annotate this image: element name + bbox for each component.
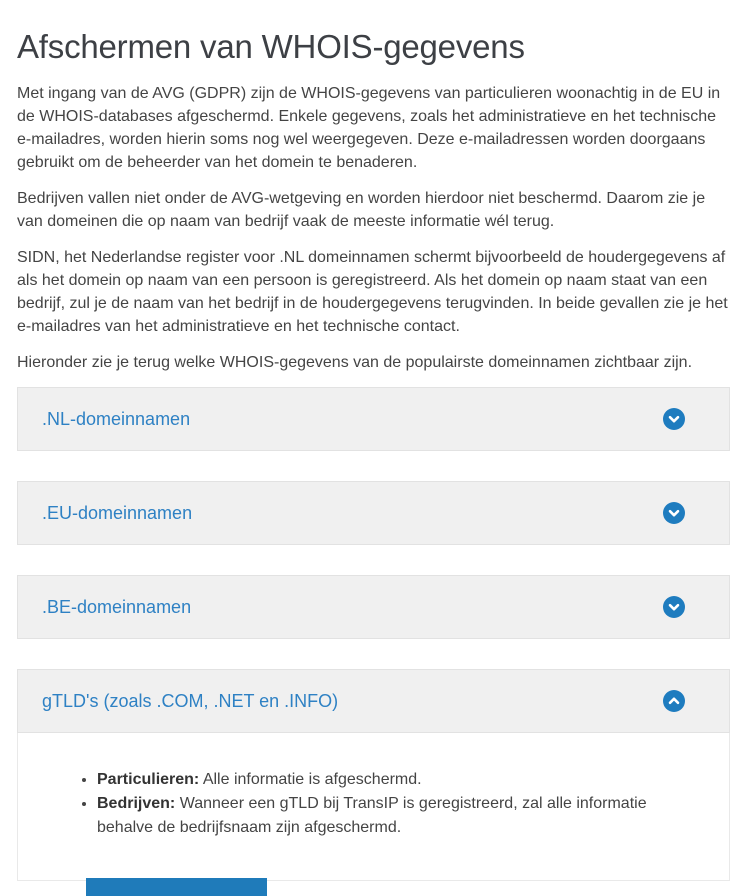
accordion-gtld-group bbox=[17, 669, 730, 881]
page-title: Afschermen van WHOIS-gegevens bbox=[17, 28, 525, 65]
accordion-label: .EU-domeinnamen bbox=[42, 502, 193, 523]
accordion-eu-domains[interactable] bbox=[17, 481, 730, 545]
accordion-gtld[interactable] bbox=[17, 669, 730, 733]
accordion-label: .BE-domeinnamen bbox=[42, 596, 192, 617]
accordion-stack bbox=[17, 387, 730, 881]
article-paragraph-4: Hieronder zie je terug welke WHOIS-gegevens van de populairste domeinnamen zichtbaar zijn. bbox=[17, 354, 693, 371]
list-item bbox=[97, 792, 689, 840]
accordion-panel-gtld bbox=[17, 733, 730, 881]
article-paragraph-2: Bedrijven vallen niet onder de AVG-wetgeving en worden hierdoor niet beschermd. Daarom zie je van domeinen die op naam van bedrijf vaak de meeste informatie wél terug. bbox=[17, 190, 706, 230]
article-paragraph-1: Met ingang van de AVG (GDPR) zijn de WHOIS-gegevens van particulieren woonachtig in de EU in de WHOIS-databases afgeschermd. Enkele gegevens, zoals het administratieve en het technische e-mailadres, worden hierin soms nog wel weergegeven. Deze e-mailadressen worden doorgaans gebruikt om de beheerder van het domein te benaderen. bbox=[17, 85, 721, 171]
chevron-down-circle-icon[interactable] bbox=[663, 596, 685, 618]
accordion-be-domains[interactable] bbox=[17, 575, 730, 639]
partial-blue-button[interactable] bbox=[86, 878, 267, 896]
article-paragraph-3: SIDN, het Nederlandse register voor .NL domeinnamen schermt bijvoorbeeld de houdergegevens af als het domein op naam van een persoon is geregistreerd. Als het domein op naam staat van een bedrijf, zul je de naam van het bedrijf in de houdergegevens terugvinden. In beide gevallen zie je het e-mailadres van het administratieve en het technische contact. bbox=[17, 249, 728, 335]
chevron-up-circle-icon[interactable] bbox=[663, 690, 685, 712]
list-item-term: Bedrijven: bbox=[97, 795, 176, 812]
list-item bbox=[97, 768, 689, 792]
bullet-list bbox=[18, 768, 689, 840]
accordion-nl-domains[interactable] bbox=[17, 387, 730, 451]
chevron-down-circle-icon[interactable] bbox=[663, 408, 685, 430]
accordion-label: gTLD's (zoals .COM, .NET en .INFO) bbox=[42, 690, 339, 711]
list-item-text: Alle informatie is afgeschermd. bbox=[202, 771, 422, 788]
list-item-text: Wanneer een gTLD bij TransIP is geregistreerd, zal alle informatie behalve de bedrijfsnaam zijn afgeschermd. bbox=[97, 795, 647, 836]
list-item-term: Particulieren: bbox=[97, 771, 200, 788]
accordion-label: .NL-domeinnamen bbox=[42, 408, 191, 429]
chevron-down-circle-icon[interactable] bbox=[663, 502, 685, 524]
